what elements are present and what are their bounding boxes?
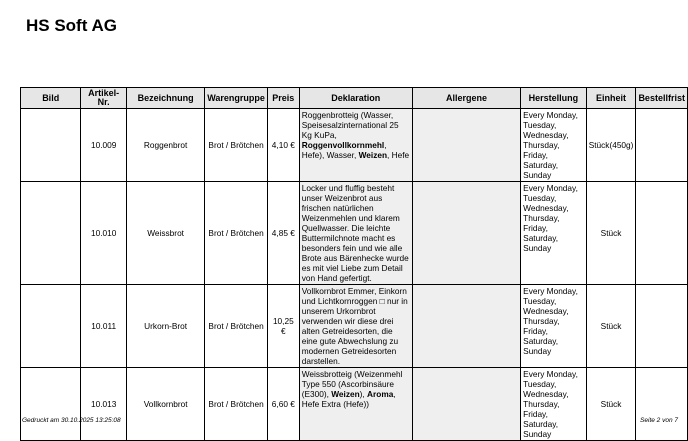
cell-herstellung: Every Monday, Tuesday, Wednesday, Thursday, Friday, Saturday, Sunday	[521, 109, 587, 182]
cell-preis: 10,25 €	[267, 285, 299, 368]
cell-herstellung: Every Monday, Tuesday, Wednesday, Thursday, Friday, Saturday, Sunday	[521, 368, 587, 441]
cell-warengruppe: Brot / Brötchen	[205, 182, 268, 285]
cell-artikel-nr: 10.010	[81, 182, 127, 285]
cell-artikel-nr: 10.011	[81, 285, 127, 368]
cell-einheit: Stück	[586, 182, 636, 285]
cell-bezeichnung: Roggenbrot	[126, 109, 204, 182]
header-einheit: Einheit	[586, 88, 636, 109]
cell-allergene	[412, 182, 520, 285]
cell-einheit: Stück	[586, 368, 636, 441]
header-herstellung: Herstellung	[521, 88, 587, 109]
cell-deklaration: Vollkornbrot Emmer, Einkorn und Lichtkornroggen □ nur in unserem Urkornbrot verwenden wir diese drei alten Getreidesorten, die eine gute Abwechslung zu modernen Getreidesorten darstellen.	[299, 285, 412, 368]
cell-einheit: Stück	[586, 285, 636, 368]
cell-herstellung: Every Monday, Tuesday, Wednesday, Thursday, Friday, Saturday, Sunday	[521, 285, 587, 368]
cell-deklaration: Roggenbrotteig (Wasser, Speisesalzinternational 25 Kg KuPa, Roggenvollkornmehl, Hefe), Wasser, Weizen, Hefe	[299, 109, 412, 182]
cell-artikel-nr: 10.009	[81, 109, 127, 182]
table-row	[21, 285, 688, 368]
company-title: HS Soft AG	[26, 16, 117, 35]
cell-deklaration: Locker und fluffig besteht unser Weizenbrot aus frischen natürlichen Weizenmehlen und klarem Quellwasser. Die leichte Buttermilchnote macht es besonders fein und wie alle Brote aus Bärenhecke wurde es mit viel Liebe zum Detail von Hand gefertigt.	[299, 182, 412, 285]
header-bild: Bild	[21, 88, 81, 109]
cell-preis: 6,60 €	[267, 368, 299, 441]
cell-einheit: Stück(450g)	[586, 109, 636, 182]
cell-bezeichnung: Vollkornbrot	[126, 368, 204, 441]
cell-preis: 4,85 €	[267, 182, 299, 285]
table-row	[21, 109, 688, 182]
cell-warengruppe: Brot / Brötchen	[205, 285, 268, 368]
cell-bestellfrist	[636, 285, 688, 368]
print-timestamp: Gedruckt am 30.10.2025 13:25:08	[22, 417, 121, 424]
header-warengruppe: Warengruppe	[205, 88, 268, 109]
cell-herstellung: Every Monday, Tuesday, Wednesday, Thursday, Friday, Saturday, Sunday	[521, 182, 587, 285]
table-header-row	[21, 88, 688, 109]
cell-warengruppe: Brot / Brötchen	[205, 109, 268, 182]
cell-bezeichnung: Urkorn-Brot	[126, 285, 204, 368]
header-artikel-nr: Artikel-Nr.	[81, 88, 127, 109]
page-number: Seite 2 von 7	[640, 417, 678, 424]
cell-bild	[21, 182, 81, 285]
cell-bestellfrist	[636, 109, 688, 182]
cell-preis: 4,10 €	[267, 109, 299, 182]
header-bestellfrist: Bestellfrist	[636, 88, 688, 109]
cell-bestellfrist	[636, 182, 688, 285]
cell-allergene	[412, 285, 520, 368]
cell-allergene	[412, 109, 520, 182]
product-table	[20, 87, 688, 441]
cell-bild	[21, 285, 81, 368]
header-deklaration: Deklaration	[299, 88, 412, 109]
header-bezeichnung: Bezeichnung	[126, 88, 204, 109]
cell-artikel-nr: 10.013	[81, 368, 127, 441]
header-preis: Preis	[267, 88, 299, 109]
header-allergene: Allergene	[412, 88, 520, 109]
cell-bild	[21, 109, 81, 182]
cell-deklaration: Weissbrotteig (Weizenmehl Type 550 (Ascorbinsäure (E300), Weizen), Aroma, Hefe Extra (Hefe))	[299, 368, 412, 441]
table-row	[21, 182, 688, 285]
cell-warengruppe: Brot / Brötchen	[205, 368, 268, 441]
cell-bezeichnung: Weissbrot	[126, 182, 204, 285]
